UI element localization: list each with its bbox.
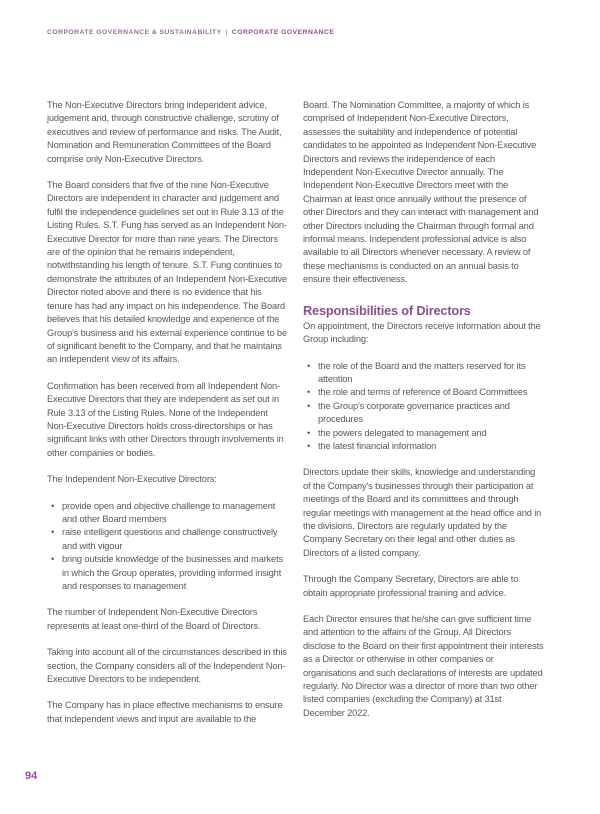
- list-intro-on-appointment: On appointment, the Directors receive information about the Group including:: [303, 320, 541, 345]
- list-item: • the Group's corporate governance practices and procedures: [303, 400, 544, 427]
- paragraph-director-time-commitment: Each Director ensures that he/she can give sufficient time and attention to the affairs of the Group. All Directors disclose to the Board on their first appointment their interests as a Director or otherwise in other companies or organisations and such declarations of interests are updated regularly. No Director was a director of more than two other listed companies (excluding the Company) at 31st December 2022.: [303, 614, 544, 718]
- paragraph-company-secretary-training: Through the Company Secretary, Directors are able to obtain appropriate professional training and advice.: [303, 574, 519, 598]
- paragraph-directors-update-skills: Directors update their skills, knowledge and understanding of the Company's businesses through their participation at meetings of the Board and its committees and through regular meetings with management at the head office and in the divisions. Directors are regularly updated by the Company Secretary on their legal and other duties as Directors of a listed company.: [303, 467, 542, 558]
- list-item: • the latest financial information: [303, 440, 544, 453]
- list-item: • the role of the Board and the matters reserved for its attention: [303, 360, 544, 387]
- paragraph-board-independence: The Board considers that five of the nine Non-Executive Directors are independent in character and judgement and fulfil the independence guidelines set out in Rule 3.13 of the Listing Rules. S.T. Fung has served as an Independent Non-Executive Director for more than nine years. The Directors are of the opinion that he remains independent, notwithstanding his length of tenure. S.T. Fung continues to demonstrate the attributes of an Independent Non-Executive Director noted above and there is no evidence that his tenure has had any impact on his independence. The Board believes that his detailed knowledge and experience of the Group's business and his external experience continue to be of significant benefit to the Company, and that he maintains an independent view of its affairs.: [47, 180, 287, 365]
- header-section-label: CORPORATE GOVERNANCE & SUSTAINABILITY: [47, 29, 222, 36]
- header-chapter-label: CORPORATE GOVERNANCE: [231, 29, 335, 36]
- list-item: • raise intelligent questions and challenge constructively and with vigour: [47, 526, 288, 553]
- paragraph-effective-mechanisms: The Company has in place effective mechanisms to ensure that independent views and input are available to the: [47, 700, 283, 724]
- right-column: [303, 99, 544, 739]
- appointment-information-bullet-list: [303, 360, 544, 454]
- left-column: [47, 99, 288, 739]
- paragraph-non-executive-directors: The Non-Executive Directors bring independent advice, judgement and, through constructive challenge, scrutiny of executives and review of performance and risks. The Audit, Nomination and Remuneration Committees of the Board comprise only Non-Executive Directors.: [47, 100, 282, 164]
- paragraph-confirmation: Confirmation has been received from all Independent Non-Executive Directors that they are independent as set out in Rule 3.13 of the Listing Rules. None of the Independent Non-Executive Directors holds cross-directorships or has significant links with other Directors through involvements in other companies or bodies.: [47, 380, 284, 458]
- body-columns: [47, 99, 545, 739]
- section-heading-responsibilities: Responsibilities of Directors: [303, 302, 471, 318]
- paragraph-one-third: The number of Independent Non-Executive Directors represents at least one-third of the Board of Directors.: [47, 607, 261, 631]
- page-number: 94: [25, 770, 38, 782]
- paragraph-taking-into-account: Taking into account all of the circumstances described in this section, the Company considers all of the Independent Non-Executive Directors to be independent.: [47, 647, 287, 685]
- paragraph-nomination-committee: Board. The Nomination Committee, a majority of which is comprised of Independent Non-Executive Directors, assesses the suitability and independence of potential candidates to be appointed as Independent Non-Executive Directors and reviews the independence of each Independent Non-Executive Director annually. The Independent Non-Executive Directors meet with the Chairman at least once annually without the presence of other Directors and they can interact with management and other Directors including the Chairman through formal and informal means. Independent professional advice is also available to all Directors whenever necessary. A review of these mechanisms is conducted on an annual basis to ensure their effectiveness.: [303, 100, 539, 285]
- list-item: • the role and terms of reference of Board Committees: [303, 386, 544, 399]
- independent-directors-bullet-list: [47, 500, 288, 594]
- list-item: • bring outside knowledge of the businesses and markets in which the Group operates, providing informed insight and responses to management: [47, 553, 288, 593]
- list-intro-independent-directors: The Independent Non-Executive Directors:: [47, 474, 217, 485]
- list-item: • provide open and objective challenge to management and other Board members: [47, 500, 288, 527]
- header-separator: |: [225, 29, 228, 36]
- running-header: [47, 29, 334, 36]
- list-item: • the powers delegated to management and: [303, 427, 544, 440]
